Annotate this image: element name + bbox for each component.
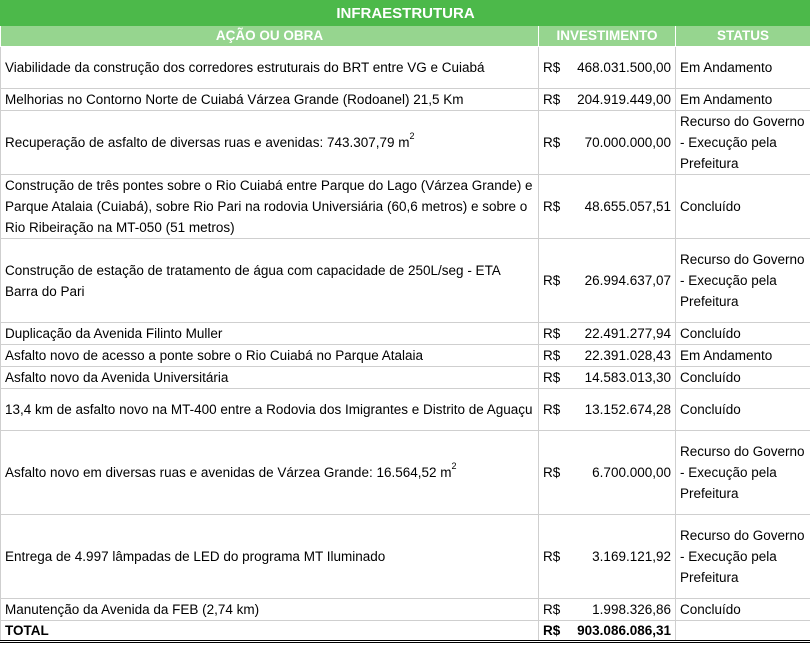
currency-symbol: R$ — [543, 92, 561, 107]
investment-cell — [539, 389, 676, 431]
table-row — [1, 367, 810, 389]
investment-amount: 70.000.000,00 — [584, 135, 671, 150]
status-cell: Recurso do Governo - Execução pela Prefeitura — [676, 431, 810, 515]
action-cell — [1, 367, 539, 389]
title-row — [1, 1, 810, 26]
action-cell — [1, 239, 539, 323]
status-cell: Concluído — [676, 367, 810, 389]
table-row — [1, 175, 810, 239]
total-amount: 903.086.086,31 — [577, 623, 671, 638]
action-text: Viabilidade da construção dos corredores estruturais do BRT entre VG e Cuiabá — [5, 60, 485, 75]
investment-amount: 204.919.449,00 — [577, 92, 671, 107]
action-text: Duplicação da Avenida Filinto Muller — [5, 326, 223, 341]
currency-symbol: R$ — [543, 602, 561, 617]
unit-superscript: 2 — [451, 461, 457, 471]
currency-symbol: R$ — [543, 199, 561, 214]
status-cell: Em Andamento — [676, 47, 810, 89]
total-currency: R$ — [543, 623, 561, 638]
table-title: INFRAESTRUTURA — [1, 1, 810, 26]
table-row — [1, 111, 810, 175]
table-row — [1, 389, 810, 431]
currency-symbol: R$ — [543, 370, 561, 385]
investment-amount: 1.998.326,86 — [592, 602, 671, 617]
table-row — [1, 323, 810, 345]
currency-symbol: R$ — [543, 348, 561, 363]
investment-cell — [539, 239, 676, 323]
investment-amount: 13.152.674,28 — [584, 402, 671, 417]
investment-amount: 22.491.277,94 — [584, 326, 671, 341]
status-cell: Em Andamento — [676, 89, 810, 111]
investment-cell — [539, 345, 676, 367]
action-cell — [1, 175, 539, 239]
unit-superscript: 2 — [409, 131, 415, 141]
table-row — [1, 515, 810, 599]
action-cell — [1, 431, 539, 515]
status-cell: Recurso do Governo - Execução pela Prefeitura — [676, 515, 810, 599]
status-cell: Concluído — [676, 599, 810, 621]
investment-cell — [539, 599, 676, 621]
action-text: Asfalto novo em diversas ruas e avenidas de Várzea Grande: 16.564,52 m — [5, 465, 452, 480]
investment-amount: 14.583.013,30 — [584, 370, 671, 385]
investment-amount: 468.031.500,00 — [577, 60, 671, 75]
action-cell — [1, 599, 539, 621]
currency-symbol: R$ — [543, 60, 561, 75]
table-row — [1, 47, 810, 89]
currency-symbol: R$ — [543, 135, 561, 150]
action-text: Construção de estação de tratamento de água com capacidade de 250L/seg - ETA Barra do Pari — [5, 262, 501, 299]
investment-amount: 3.169.121,92 — [592, 549, 671, 564]
investment-cell — [539, 47, 676, 89]
header-row — [1, 26, 810, 47]
table-row — [1, 239, 810, 323]
action-text: Recuperação de asfalto de diversas ruas e avenidas: 743.307,79 m — [5, 135, 410, 150]
action-text: Construção de três pontes sobre o Rio Cuiabá entre Parque do Lago (Várzea Grande) e Parque Atalaia (Cuiabá), sobre Rio Pari na rodovia Universiária (60,6 metros) e sobre o Rio Ribeiração na MT-050 (51 metros) — [5, 178, 533, 235]
currency-symbol: R$ — [543, 549, 561, 564]
action-text: Manutenção da Avenida da FEB (2,74 km) — [5, 602, 260, 617]
action-text: 13,4 km de asfalto novo na MT-400 entre a Rodovia dos Imigrantes e Distrito de Aguaçu — [5, 402, 533, 417]
action-cell — [1, 345, 539, 367]
header-investment: INVESTIMENTO — [539, 26, 676, 47]
table-row — [1, 599, 810, 621]
action-cell — [1, 389, 539, 431]
table-row — [1, 89, 810, 111]
status-cell: Concluído — [676, 389, 810, 431]
status-cell: Recurso do Governo - Execução pela Prefeitura — [676, 111, 810, 175]
investment-amount: 22.391.028,43 — [584, 348, 671, 363]
status-cell: Concluído — [676, 323, 810, 345]
investment-cell — [539, 111, 676, 175]
action-text: Melhorias no Contorno Norte de Cuiabá Várzea Grande (Rodoanel) 21,5 Km — [5, 92, 464, 107]
investment-amount: 6.700.000,00 — [592, 465, 671, 480]
action-text: Entrega de 4.997 lâmpadas de LED do programa MT Iluminado — [5, 549, 386, 564]
total-row — [1, 621, 810, 642]
currency-symbol: R$ — [543, 326, 561, 341]
header-status: STATUS — [676, 26, 810, 47]
action-text: Asfalto novo da Avenida Universitária — [5, 370, 229, 385]
investment-cell — [539, 323, 676, 345]
table-row — [1, 345, 810, 367]
table-row — [1, 431, 810, 515]
action-cell — [1, 515, 539, 599]
currency-symbol: R$ — [543, 402, 561, 417]
status-cell: Em Andamento — [676, 345, 810, 367]
action-cell — [1, 111, 539, 175]
investment-cell — [539, 515, 676, 599]
investment-amount: 26.994.637,07 — [584, 273, 671, 288]
investment-cell — [539, 367, 676, 389]
action-cell — [1, 89, 539, 111]
status-cell: Concluído — [676, 175, 810, 239]
action-cell — [1, 323, 539, 345]
currency-symbol: R$ — [543, 465, 561, 480]
investment-cell — [539, 431, 676, 515]
investment-amount: 48.655.057,51 — [584, 199, 671, 214]
total-investment — [539, 621, 676, 642]
currency-symbol: R$ — [543, 273, 561, 288]
action-text: Asfalto novo de acesso a ponte sobre o Rio Cuiabá no Parque Atalaia — [5, 348, 424, 363]
status-cell: Recurso do Governo - Execução pela Prefeitura — [676, 239, 810, 323]
investment-cell — [539, 89, 676, 111]
total-label: TOTAL — [1, 621, 539, 642]
action-cell — [1, 47, 539, 89]
total-status-empty — [676, 621, 810, 642]
investment-cell — [539, 175, 676, 239]
header-action: AÇÃO OU OBRA — [1, 26, 539, 47]
